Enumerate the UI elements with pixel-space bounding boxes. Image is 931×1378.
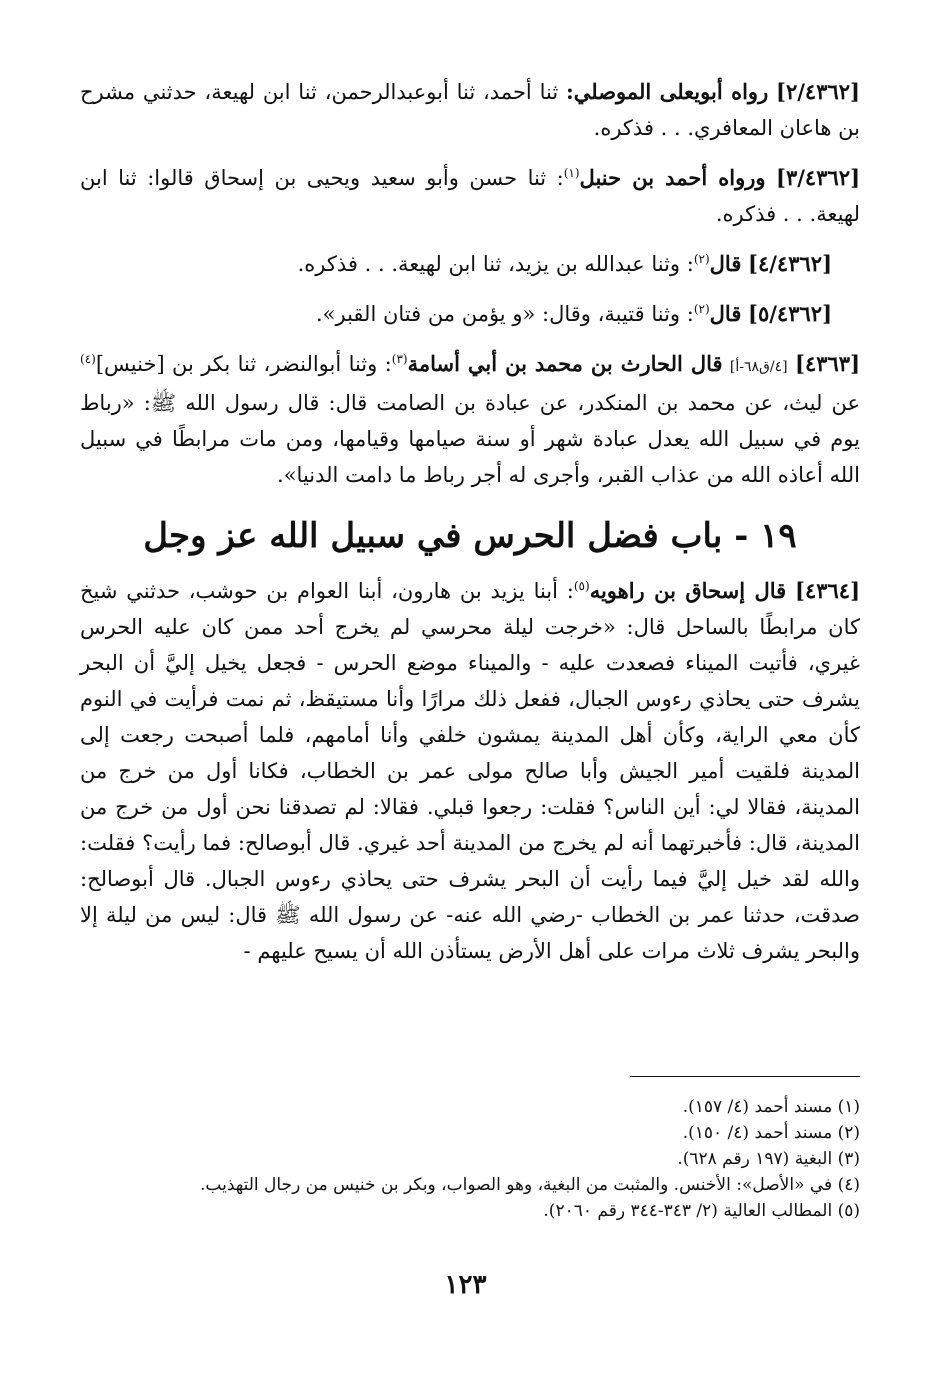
hadith-paragraph-4362-3 <box>80 160 860 232</box>
footnote: (٤) في «الأصل»: الأخنس. والمثبت من البغية، وهو الصواب، وبكر بن خنيس من رجال التهذيب. <box>200 1175 860 1195</box>
hadith-paragraph-4364 <box>80 573 860 969</box>
hadith-paragraph-4362-2 <box>80 74 860 146</box>
footnote-marker[interactable]: (٣) <box>391 352 408 366</box>
hadith-reference: [٢/٤٣٦٢] <box>776 79 860 104</box>
hadith-body: : وثنا أبوالنضر، ثنا بكر بن [خنيس] <box>95 352 392 376</box>
footnote: (١) مسند أحمد (٤/ ١٥٧). <box>682 1097 860 1117</box>
footnotes <box>60 1094 860 1224</box>
hadith-body: ثنا أحمد، ثنا أبوعبدالرحمن، ثنا ابن لهيعة، حدثني مشرح بن هاعان المعافري. . . فذكره. <box>80 80 860 140</box>
hadith-paragraph-4362-4 <box>80 246 832 282</box>
manuscript-marker: [٤/ق٦٨-أ] <box>729 359 788 375</box>
hadith-body-continued: عن ليث، عن محمد بن المنكدر، عن عبادة بن الصامت قال: قال رسول الله ﷺ: «رباط يوم في سبيل الله يعدل عبادة شهر أو سنة صيامها وقيامها، ومن مات مرابطًا في سبيل الله أعاذه الله من عذاب القبر، وأجرى له أجر رباط ما دامت الدنيا». <box>80 391 860 487</box>
footnote-marker[interactable]: (٢) <box>693 302 710 316</box>
hadith-reference: [٤/٤٣٦٢] <box>748 251 832 276</box>
footnote-divider <box>630 1076 860 1077</box>
narrator-lead: قال <box>709 301 742 326</box>
narrator-lead: قال الحارث بن محمد بن أبي أسامة <box>407 351 723 376</box>
hadith-paragraph-4363 <box>80 346 860 493</box>
footnote-marker[interactable]: (٤) <box>80 352 96 366</box>
hadith-reference: [٥/٤٣٦٢] <box>748 301 832 326</box>
hadith-body: : ثنا حسن وأبو سعيد ويحيى بن إسحاق قالوا: ثنا ابن لهيعة. . . فذكره. <box>80 166 860 226</box>
footnote: (٥) المطالب العالية (٢/ ٣٤٣-٣٤٤ رقم ٢٠٦٠). <box>543 1201 860 1221</box>
footnote-marker[interactable]: (١) <box>563 166 580 180</box>
footnote-marker[interactable]: (٥) <box>573 579 590 593</box>
main-text <box>80 74 860 983</box>
hadith-reference: [٤٣٦٤] <box>795 578 861 603</box>
hadith-reference: [٣/٤٣٦٢] <box>776 165 860 190</box>
footnote: (٢) مسند أحمد (٤/ ١٥٠). <box>682 1123 860 1143</box>
hadith-body: : وثنا قتيبة، وقال: «و يؤمن من فتان القبر». <box>315 302 694 326</box>
hadith-body: : وثنا عبدالله بن يزيد، ثنا ابن لهيعة. . . فذكره. <box>297 252 694 276</box>
narrator-lead: رواه أبويعلى الموصلي: <box>565 79 769 104</box>
footnote-marker[interactable]: (٢) <box>693 252 710 266</box>
narrator-lead: قال إسحاق بن راهويه <box>589 578 787 603</box>
footnote: (٣) البغية (١٩٧ رقم ٦٢٨). <box>677 1149 860 1169</box>
narrator-lead: قال <box>709 251 742 276</box>
hadith-body: : أبنا يزيد بن هارون، أبنا العوام بن حوشب، حدثني شيخ كان مرابطًا بالساحل قال: «خرجت ليلة محرسي لم يخرج أحد ممن كان عليه الحرس غيري، فأتيت الميناء فصعدت عليه - والميناء موضع الحرس - فجعل يخيل إليَّ أن البحر يشرف حتى يحاذي رءوس الجبال، ففعل ذلك مرارًا وأنا مستيقظ، ثم نمت فرأيت في النوم كأن معي الراية، وكأن أهل المدينة يمشون خلفي وأنا أمامهم، فلما أصبحت رجعت إلى المدينة فلقيت أمير الجيش وأبا صالح مولى عمر بن الخطاب، فكانا أول من خرج من المدينة، فقالا لي: أين الناس؟ فقلت: رجعوا قبلي. فقالا: لم تصدقنا نحن أول من خرج من المدينة، قال: فأخبرتهما أنه لم يخرج من المدينة أحد غيري. قال أبوصالح: فما رأيت؟ فقلت: والله لقد خيل إليَّ فيما رأيت أن البحر يشرف حتى يحاذي رءوس الجبال. قال أبوصالح: صدقت، حدثنا عمر بن الخطاب -رضي الله عنه- عن رسول الله ﷺ قال: ليس من ليلة إلا والبحر يشرف ثلاث مرات على أهل الأرض يستأذن الله أن يسيح عليهم - <box>80 579 861 963</box>
chapter-heading: ١٩ - باب فضل الحرس في سبيل الله عز وجل <box>143 516 797 556</box>
hadith-reference: [٤٣٦٣] <box>795 351 861 376</box>
narrator-lead: ورواه أحمد بن حنبل <box>579 165 766 190</box>
page-number: ١٢٣ <box>444 1270 487 1300</box>
hadith-paragraph-4362-5 <box>80 296 832 332</box>
